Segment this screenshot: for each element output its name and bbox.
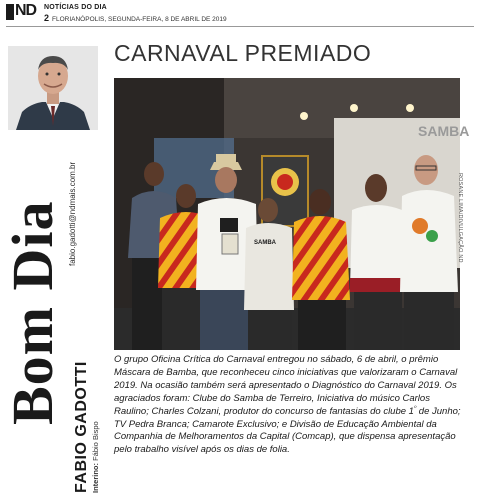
background-sign-text: SAMBA	[418, 123, 470, 139]
article-body	[114, 354, 466, 457]
dateline-text: FLORIANÓPOLIS, SEGUNDA-FEIRA, 8 DE ABRIL DE 2019	[52, 16, 227, 23]
article-photo	[114, 78, 470, 350]
nd-logo	[6, 4, 40, 22]
logo-text: ND	[15, 2, 37, 19]
article-title: CARNAVAL PREMIADO	[114, 40, 372, 66]
shirt-text: SAMBA	[254, 240, 276, 246]
dateline	[44, 13, 227, 23]
page-header	[0, 0, 480, 26]
body-text-2: de Junho; TV Pedra Branca; Camarote Exclusivo; e Divisão de Educação Ambiental da Companhia de Melhoramentos da Capital (Comcap), que dispensa apresentação pelo trabalho visível após os dias de folia.	[114, 405, 461, 456]
author-photo	[8, 46, 98, 130]
author-name: FABIO GADOTTI	[73, 361, 90, 493]
interim-author	[91, 421, 100, 493]
column-name: Bom Dia	[0, 200, 65, 425]
author-email[interactable]: fabio.gadotti@ndmais.com.br	[68, 161, 77, 266]
header-divider	[6, 26, 474, 27]
interim-label: Interino:	[91, 463, 100, 493]
photo-credit: ROSANE LIMA/DIVULGAÇÃO ND	[457, 173, 463, 263]
interim-name: Fábio Bispo	[91, 421, 100, 461]
column-sidebar	[0, 30, 100, 497]
body-text-1: O grupo Oficina Crítica do Carnaval entregou no sábado, 6 de abril, o prêmio Máscara de Bamba, que reconheceu cinco iniciativas que valorizaram o Carnaval 2019. Na ocasião também será apresentado o Diagnóstico do Carnaval 2019. Os agraciados foram: Clube do Samba de Terreiro, Iniciativa do músico Carlos Raulino; Charles Colzani, produtor do concurso de fantasias do clube 1	[114, 354, 458, 417]
page-number: 2	[44, 13, 50, 23]
publication-name: NOTÍCIAS DO DIA	[44, 4, 107, 11]
body-superscript: º	[413, 405, 417, 412]
